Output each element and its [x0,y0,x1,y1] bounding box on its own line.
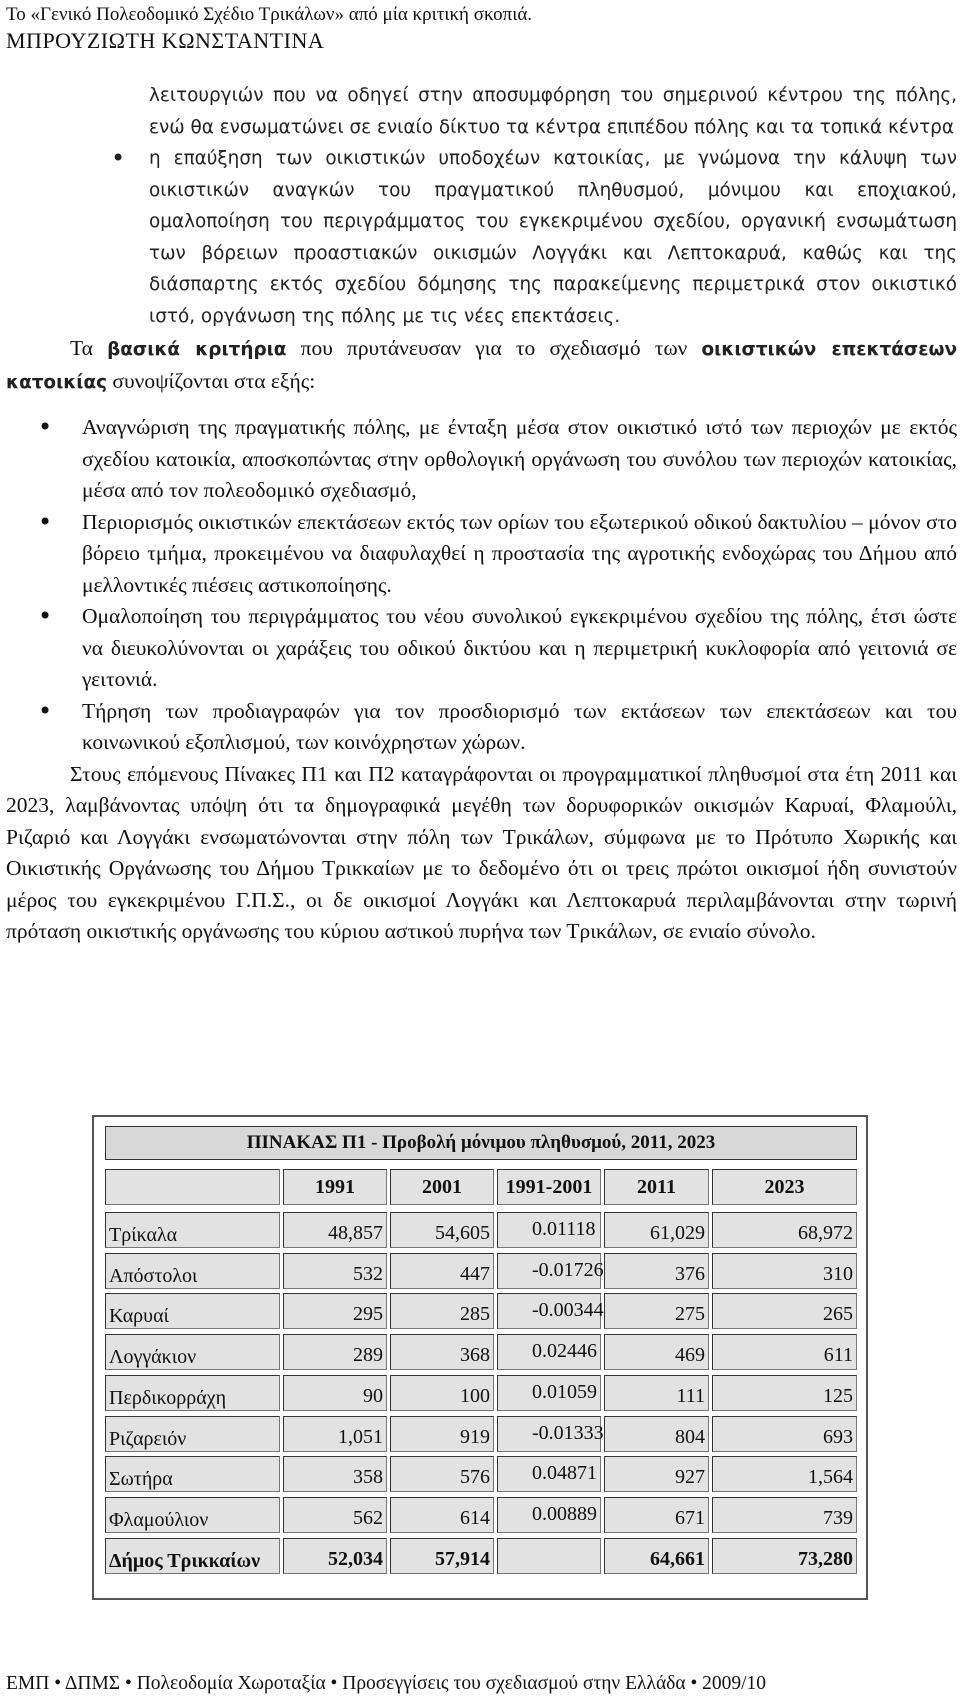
table-cell: 57,914 [390,1538,494,1574]
table-row-label: Σωτήρα [105,1456,280,1492]
table-cell: 671 [604,1497,709,1533]
table-cell: 804 [604,1416,709,1452]
list-item: • Ομαλοποίηση του περιγράμματος του νέου συνολικού εγκεκριμένου σχεδίου της πόλης, έτσι ώστε να διευκολύνονται οι χαράξεις του οδικού δικτύου και η περιμετρική κυκλοφορία από γειτονιά σε γειτονιά. [82,601,957,696]
table-cell: 125 [712,1375,857,1411]
table-cell: 614 [390,1497,494,1533]
table-cell: 54,605 [390,1212,494,1248]
page-header [6,2,532,54]
table-row-label: Περδικορράχη [105,1375,280,1411]
table-cell: 576 [390,1456,494,1492]
table-cell: 739 [712,1497,857,1533]
table-row-label: Καρυαί [105,1293,280,1329]
table-cell: 285 [390,1293,494,1329]
table-header-cell: 2023 [712,1169,857,1205]
table-cell: -0.01726 [497,1253,601,1289]
table-cell: 90 [283,1375,387,1411]
criteria-intro-text-1: Τα [70,336,108,360]
list-item: • η επαύξηση των οικιστικών υποδοχέων κατοικίας, με γνώμονα την κάλυψη των οικιστικών αναγκών του πραγματικού πληθυσμού, μόνιμου και εποχιακού, ομαλοποίηση του περιγράμματος του εγκεκριμένου σχεδίου, οργανική ενσωμάτωση των βόρειων προαστιακών οικισμών Λογγάκι και Λεπτοκαρυά, καθώς και της διάσπαρτης εκτός σχεδίου δόμησης της παρακείμενης περιμετρικά στον οικιστικό ιστό, οργάνωση της πόλης με τις νέες επεκτάσεις. [149,143,957,332]
table-cell: -0.00344 [497,1293,601,1329]
table-row-label: Φλαμούλιον [105,1497,280,1533]
criteria-intro [6,333,957,398]
table-cell: 100 [390,1375,494,1411]
tables-paragraph: Στους επόμενους Πίνακες Π1 και Π2 καταγράφονται οι προγραμματικοί πληθυσμοί στα έτη 2011 και 2023, λαμβάνοντας υπόψη ότι τα δημογραφικά μεγέθη των δορυφορικών οικισμών Καρυαί, Φλαμούλι, Ριζαριό και Λογγάκι ενσωματώνονται στην πόλη των Τρικάλων, σύμφωνα με το Πρότυπο Χωρικής και Οικιστικής Οργάνωσης του Δήμου Τρικκαίων με το δεδομένο ότι οι τρεις πρώτοι οικισμοί ήδη συνιστούν μέρος του εγκεκριμένου Γ.Π.Σ., οι δε οικισμοί Λογγάκι και Λεπτοκαρυά περιλαμβάνονται στην τωρινή πρόταση οικιστικής οργάνωσης του κύριου αστικού πυρήνα των Τρικάλων, σε ενιαίο σύνολο. [6,761,957,943]
document-body [6,80,957,948]
header-title: Το «Γενικό Πολεοδομικό Σχέδιο Τρικάλων» από μία κριτική σκοπιά. [6,4,533,25]
list-item: • Περιορισμός οικιστικών επεκτάσεων εκτός των ορίων του εξωτερικού οδικού δακτυλίου – μόνον στο βόρειο τμήμα, προκειμένου να διαφυλαχθεί η προστασία της αγροτικής ενδοχώρας του Δήμου από μελλοντικές πιέσεις αστικοποίησης. [82,507,957,602]
table-cell: 73,280 [712,1538,857,1574]
criteria-intro-text-3: συνοψίζονται στα εξής: [107,368,316,393]
table-cell: 469 [604,1334,709,1370]
table-cell: 562 [283,1497,387,1533]
table-cell: 447 [390,1253,494,1289]
table-header-cell: 2011 [604,1169,709,1205]
top-bullet-list [149,143,957,332]
table-cell: 0.01118 [497,1212,601,1248]
table-cell: 265 [712,1293,857,1329]
table-cell: 0.04871 [497,1456,601,1492]
table-row-label: Απόστολοι [105,1253,280,1289]
table-cell: 68,972 [712,1212,857,1248]
table-row-label: Τρίκαλα [105,1212,280,1248]
list-item: • Αναγνώριση της πραγματικής πόλης, με ένταξη μέσα στον οικιστικό ιστό των περιοχών με εκτός σχεδίου κατοικία, αποσκοπώντας στην ορθολογική οργάνωση του συνόλου των περιοχών κατοικίας, μέσα από τον πολεοδομικό σχεδιασμό, [82,412,957,507]
top-block [149,80,957,332]
table-header-blank [105,1169,280,1205]
table-cell: 693 [712,1416,857,1452]
table-header-cell: 1991 [283,1169,387,1205]
table-cell: 376 [604,1253,709,1289]
table-cell: 919 [390,1416,494,1452]
table-cell: 52,034 [283,1538,387,1574]
table-cell: -0.01333 [497,1416,601,1452]
table-cell: 275 [604,1293,709,1329]
table-cell: 289 [283,1334,387,1370]
table-cell: 48,857 [283,1212,387,1248]
criteria-list [6,412,957,759]
table-cell: 0.02446 [497,1334,601,1370]
criteria-bold-2: οικιστικών επεκτάσεων κατοικίας [6,339,958,393]
table-cell: 61,029 [604,1212,709,1248]
table-cell: 111 [604,1375,709,1411]
table-header-cell: 2001 [390,1169,494,1205]
table-cell: 358 [283,1456,387,1492]
table-cell: 1,051 [283,1416,387,1452]
header-author: ΜΠΡΟΥΖΙΩΤΗ ΚΩΝΣΤΑΝΤΙΝΑ [6,28,325,53]
table-row-label: Ριζαρειόν [105,1416,280,1452]
table-total-label: Δήμος Τρικκαίων [105,1538,280,1574]
table-cell: 0.00889 [497,1497,601,1533]
table-cell: 532 [283,1253,387,1289]
table-cell: 64,661 [604,1538,709,1574]
criteria-intro-text-2: που πρυτάνευσαν για το σχεδιασμό των [286,336,702,360]
population-table [92,1115,868,1600]
table-cell: 611 [712,1334,857,1370]
table-cell: 0.01059 [497,1375,601,1411]
table-header-cell: 1991-2001 [497,1169,601,1205]
top-continuation: λειτουργιών που να οδηγεί στην αποσυμφόρηση του σημερινού κέντρου της πόλης, ενώ θα ενσωματώνει σε ενιαίο δίκτυο τα κέντρα επιπέδου πόλης και τα τοπικά κέντρα [149,85,957,138]
page-footer: ΕΜΠ • ΔΠΜΣ • Πολεοδομία Χωροταξία • Προσεγγίσεις του σχεδιασμού στην Ελλάδα • 2009/10 [6,1673,767,1694]
table-cell [497,1538,601,1574]
table-row-label: Λογγάκιον [105,1334,280,1370]
table-cell: 310 [712,1253,857,1289]
table-title: ΠΙΝΑΚΑΣ Π1 - Προβολή μόνιμου πληθυσμού, 2011, 2023 [105,1126,857,1160]
table-cell: 927 [604,1456,709,1492]
criteria-bold-1: βασικά κριτήρια [107,339,287,360]
table-cell: 368 [390,1334,494,1370]
table-cell: 295 [283,1293,387,1329]
list-item: • Τήρηση των προδιαγραφών για τον προσδιορισμό των εκτάσεων των επεκτάσεων και του κοινωνικού εξοπλισμού, των κοινόχρηστων χώρων. [82,696,957,759]
table-cell: 1,564 [712,1456,857,1492]
